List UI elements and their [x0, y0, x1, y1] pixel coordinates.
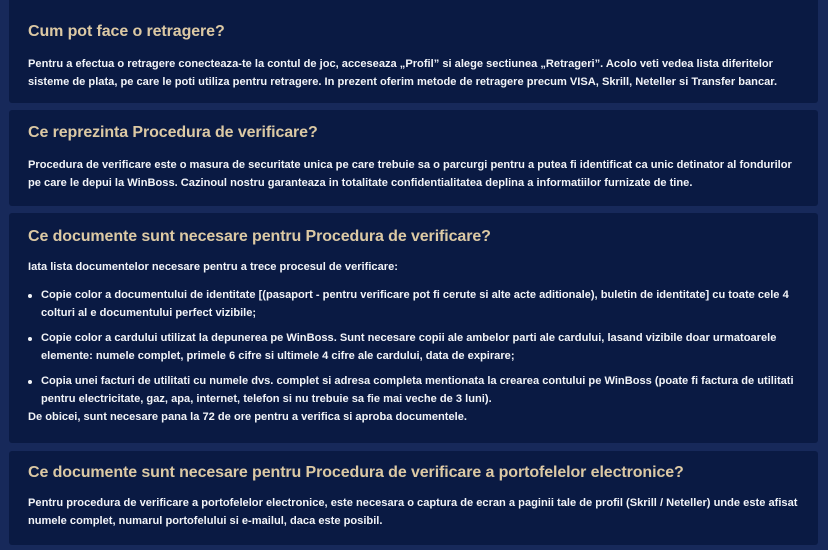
faq-card-withdrawal	[9, 0, 818, 103]
bullet-icon	[28, 380, 32, 384]
list-item	[28, 330, 800, 365]
faq-answer-outro: De obicei, sunt necesare pana la 72 de ore pentru a verifica si aproba documentele.	[28, 411, 467, 423]
faq-answer: Procedura de verificare este o masura de securitate unica pe care trebuie sa o parcurgi pentru a putea fi identificat ca unic detinator al fondurilor pe care le depui la WinBoss. Cazinoul nostru garanteaza in totalitate confidentialitatea deplina a informatiilor furnizate de tine.	[28, 159, 792, 189]
faq-question[interactable]: Ce documente sunt necesare pentru Procedura de verificare a portofelelor electronice?	[28, 464, 684, 481]
bullet-icon	[28, 337, 32, 341]
faq-card-verification-procedure	[9, 110, 818, 206]
required-documents-list	[28, 287, 800, 408]
list-item-text: Copie color a documentului de identitate [(pasaport - pentru verificare pot fi cerute si alte acte aditionale), buletin de identitate] cu toate cele 4 colturi al e documentului perfect vizibile;	[41, 289, 789, 319]
faq-answer: Pentru procedura de verificare a portofelelor electronice, este necesara o captura de ecran a paginii tale de profil (Skrill / Neteller) unde este afisat numele complet, numarul portofelului si e-mailul, daca este posibil.	[28, 497, 798, 527]
bullet-icon	[28, 294, 32, 298]
list-item-text: Copia unei facturi de utilitati cu numele dvs. complet si adresa completa mentionata la crearea contului pe WinBoss (poate fi factura de utilitati pentru electricitate, gaz, apa, internet, telefon si nu trebuie sa fie mai veche de 3 luni).	[41, 375, 794, 405]
list-item	[28, 287, 800, 322]
list-item	[28, 373, 800, 408]
faq-question[interactable]: Ce reprezinta Procedura de verificare?	[28, 124, 318, 141]
faq-answer-intro: Iata lista documentelor necesare pentru a trece procesul de verificare:	[28, 261, 398, 273]
list-item-text: Copie color a cardului utilizat la depunerea pe WinBoss. Sunt necesare copii ale ambelor parti ale cardului, lasand vizibile doar urmatoarele elemente: numele complet, primele 6 cifre si ultimele 4 cifre ale cardului, data de expirare;	[41, 332, 777, 362]
faq-card-ewallet-verification	[9, 451, 818, 545]
faq-question[interactable]: Ce documente sunt necesare pentru Procedura de verificare?	[28, 228, 491, 245]
faq-question[interactable]: Cum pot face o retragere?	[28, 23, 225, 40]
faq-card-required-documents	[9, 213, 818, 443]
faq-answer: Pentru a efectua o retragere conecteaza-te la contul de joc, acceseaza „Profil” si alege sectiunea „Retrageri”. Acolo veti vedea lista diferitelor sisteme de plata, pe care le poti utiliza pentru retragere. In prezent oferim metode de retragere precum VISA, Skrill, Neteller si Transfer bancar.	[28, 58, 778, 88]
